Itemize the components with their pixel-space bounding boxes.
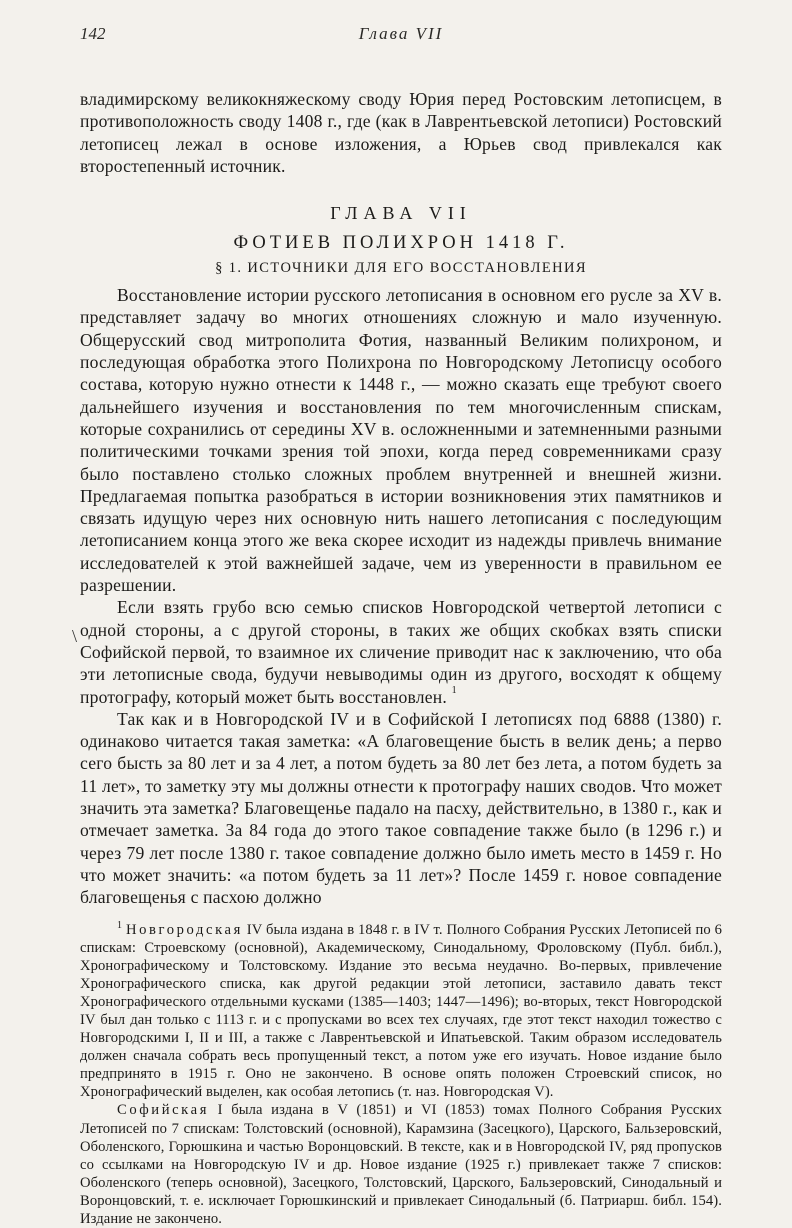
margin-mark: \ [72,626,77,647]
book-page [80,20,722,1228]
footnote [80,1101,722,1228]
running-head [80,20,722,48]
footnote-number: 1 [117,920,122,931]
body-paragraph: Так как и в Новгородской IV и в Софийской I летописях под 6888 (1380) г. одинаково читается такая заметка: «А благовещение бысть в велик день; а перво сего бысть за 80 лет и за 4 лет, а потом будеть за 80 лет без лета, а потом будеть за 11 лет», то заметку эту мы должны отнести к протографу наших сводов. Что может значить эта заметка? Благовещенье падало на пасху, действительно, в 1380 г., как и отмечает заметка. За 84 года до этого такое совпадение также было (в 1296 г.) и через 79 лет после 1380 г. такое совпадение должно было иметь место в 1459 г. Но что может значить: «а потом будеть за 11 лет»? После 1459 г. новое совпадение благовещенья с пасхою должно [80,708,722,909]
intro-paragraph: владимирскому великокняжескому своду Юрия перед Ростовским летописцем, в противоположность своду 1408 г., где (как в Лаврентьевской летописи) Ростовский летописец лежал в основе изложения, а Юрьев свод привлекался как второстепенный источник. [80,88,722,177]
chapter-label: ГЛАВА VII [80,203,722,224]
paragraph-text: Если взять грубо всю семью списков Новгородской четвертой летописи с одной стороны, а с другой стороны, в таких же общих скобках взять списки Софийской первой, то взаимное их сличение приводит нас к заключению, что оба эти летописные свода, будучи невыводимы один из другого, восходят к общему протографу, который может быть восстановлен. [80,597,722,706]
section-title: § 1. ИСТОЧНИКИ ДЛЯ ЕГО ВОССТАНОВЛЕНИЯ [80,260,722,277]
body-paragraph: Восстановление истории русского летописания в основном его русле за XV в. представляет задачу во многих отношениях сложную и мало изученную. Общерусский свод митрополита Фотия, названный Великим полихроном, и последующая обработка этого Полихрона по Новгородскому Летописцу особого состава, которую нужно отнести к 1448 г., — можно сказать еще требуют своего дальнейшего изучения и восстановления по тем многочисленным спискам, которые сохранились от середины XV в. осложненными и затемненными разными политическими точками зрения той эпохи, когда перед современниками сразу было поставлено столько сложных проблем внутренней и внешней жизни. Предлагаемая попытка разобраться в истории возникновения этих памятников и связать идущую через них основную нить нашего летописания с последующим летописанием конца этого же века скорее исходит из надежды привлечь внимание исследователей к этой важнейшей задаче, чем из уверенности в правильном ее разрешении. [80,284,722,596]
footnotes [80,921,722,1228]
footnote [80,921,722,1102]
footnote-text: IV была издана в 1848 г. в IV т. Полного Собрания Русских Летописей по 6 спискам: Строевскому (основной), Академическому, Синодальному, Фроловскому (Публ. библ.), Хронографическому и Толстовскому. Издание это весьма неудачно. Во-первых, привлечение Хронографического списка, как другой редакции этой летописи, заставило давать текст Хронографического отдельными кусками (1385—1403; 1447—1496); во-вторых, текст Новгородской IV был дан только с 1113 г. и с пропусками во всех тех случаях, где этот текст находил тожество с Новгородскими I, II и III, а также с Лаврентьевской и Ипатьевской. Таким образом исследователь должен сначала собрать весь пропущенный текст, а потом уже его изучать. Новое издание было предпринято в 1915 г. Оно не закончено. В основе опять положен Строевский список, но Хронографический выделен, как особая летопись (т. наз. Новгородская V). [80,922,722,1101]
footnote-source-name: Софийская [117,1102,209,1118]
body-paragraph [80,596,722,707]
running-title: Глава VII [80,24,722,44]
page-number: 142 [80,24,106,44]
chapter-title: ФОТИЕВ ПОЛИХРОН 1418 Г. [80,233,722,254]
footnote-marker: 1 [452,685,457,696]
footnote-text: I была издана в V (1851) и VI (1853) томах Полного Собрания Русских Летописей по 7 спискам: Толстовский (основной), Карамзина (Засецкого), Царского, Бальзеровский, Оболенского, Горюшкина и частью Воронцовский. В тексте, как и в Новгородской IV, ряд пропусков со ссылками на Новгородскую IV и др. Новое издание (1925 г.) привлекает также 7 списков: Оболенского (теперь основной), Засецкого, Толстовский, Царского, Бальзеровский, Синодальный и Воронцовский, т. е. исключает Горюшкинский и привлекает Синодальный (б. Патриарш. библ. 154). Издание не закончено. [80,1102,722,1227]
footnote-source-name: Новгородская [126,922,243,938]
